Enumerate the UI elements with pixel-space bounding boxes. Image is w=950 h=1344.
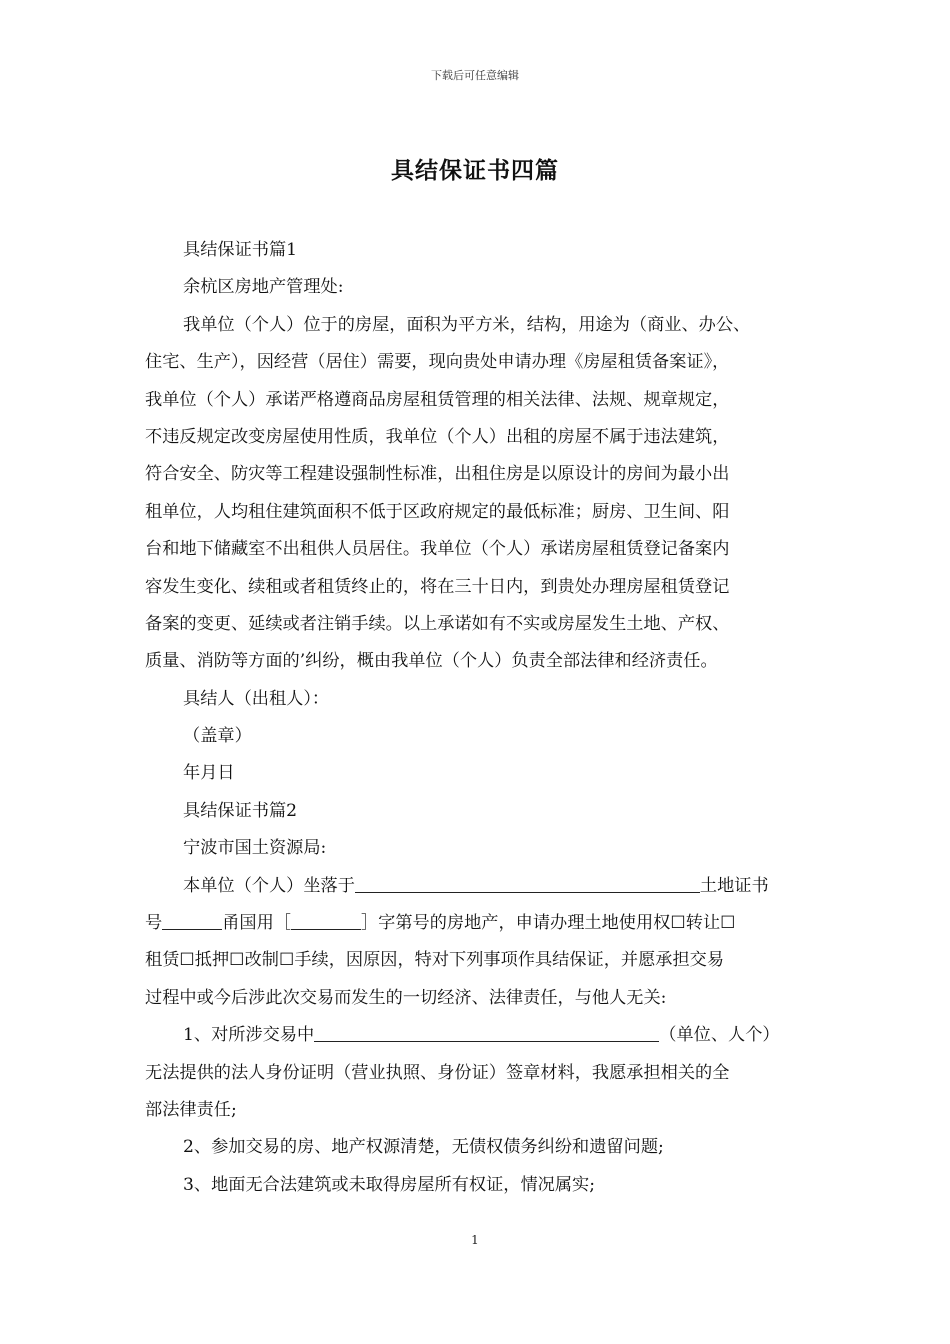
text-fragment: 甬国用［ bbox=[222, 913, 291, 934]
document-title: 具结保证书四篇 bbox=[391, 157, 559, 184]
paragraph-line: 部法律责任; bbox=[145, 1099, 237, 1120]
header-note: 下载后可任意编辑 bbox=[431, 69, 519, 82]
paragraph-line: 住宅、生产），因经营（居住）需要，现向贵处申请办理《房屋租赁备案证》， bbox=[145, 352, 730, 373]
text-fragment: 本单位（个人）坐落于 bbox=[183, 875, 355, 896]
paragraph-line: 不违反规定改变房屋使用性质，我单位（个人）出租的房屋不属于违法建筑， bbox=[145, 426, 730, 447]
document-body bbox=[145, 232, 825, 1204]
seal-label: （盖章） bbox=[183, 726, 252, 747]
text-fragment: 1、对所涉交易中 bbox=[183, 1025, 315, 1046]
paragraph-line: 租单位，人均租住建筑面积不低于区政府规定的最低标准；厨房、卫生间、阳 bbox=[145, 501, 730, 522]
paragraph-line: 我单位（个人）位于的房屋，面积为平方米，结构，用途为（商业、办公、 bbox=[183, 314, 751, 335]
paragraph-line: 2、参加交易的房、地产权源清楚，无债权债务纠纷和遗留问题; bbox=[183, 1137, 664, 1158]
paragraph-line bbox=[145, 868, 825, 905]
paragraph-line: 备案的变更、延续或者注销手续。以上承诺如有不实或房屋发生土地、产权、 bbox=[145, 613, 730, 634]
text-fragment: ］字第号的房地产，申请办理土地使用权☐转让☐ bbox=[360, 913, 736, 934]
page-number: 1 bbox=[471, 1233, 479, 1247]
paragraph-line bbox=[145, 905, 825, 942]
paragraph-line bbox=[145, 1017, 825, 1054]
paragraph-line: 无法提供的法人身份证明（营业执照、身份证）签章材料，我愿承担相关的全 bbox=[145, 1062, 730, 1083]
paragraph-line: 租赁☐抵押☐改制☐手续，因原因，特对下列事项作具结保证，并愿承担交易 bbox=[145, 950, 725, 971]
paragraph-line: 容发生变化、续租或者租赁终止的，将在三十日内，到贵处办理房屋租赁登记 bbox=[145, 576, 730, 597]
section-heading-2: 具结保证书篇2 bbox=[183, 800, 298, 821]
paragraph-line: 过程中或今后涉此次交易而发生的一切经济、法律责任，与他人无关: bbox=[145, 987, 667, 1008]
text-fragment: 土地证书 bbox=[699, 875, 769, 896]
addressee-1: 余杭区房地产管理处: bbox=[183, 277, 344, 298]
paragraph-line: 符合安全、防灾等工程建设强制性标准，出租住房是以原设计的房间为最小出 bbox=[145, 464, 730, 485]
fill-blank-year bbox=[291, 905, 361, 930]
signer-label: 具结人（出租人）： bbox=[183, 688, 330, 709]
fill-blank-location bbox=[355, 868, 700, 893]
section-heading-1: 具结保证书篇1 bbox=[183, 240, 298, 260]
paragraph-line: 3、地面无合法建筑或未取得房屋所有权证，情况属实; bbox=[183, 1174, 596, 1195]
fill-blank-party bbox=[314, 1017, 659, 1042]
paragraph-line: 我单位（个人）承诺严格遵商品房屋租赁管理的相关法律、法规、规章规定， bbox=[145, 389, 730, 410]
text-fragment: （单位、人个） bbox=[659, 1025, 780, 1046]
paragraph-line: 质量、消防等方面的’纠纷，概由我单位（个人）负责全部法律和经济责任。 bbox=[145, 651, 718, 672]
addressee-2: 宁波市国土资源局: bbox=[183, 838, 327, 859]
date-label: 年月日 bbox=[183, 763, 235, 784]
paragraph-line: 台和地下储藏室不出租供人员居住。我单位（个人）承诺房屋租赁登记备案内 bbox=[145, 539, 730, 560]
fill-blank-number bbox=[162, 905, 222, 930]
text-fragment: 号 bbox=[145, 913, 163, 934]
